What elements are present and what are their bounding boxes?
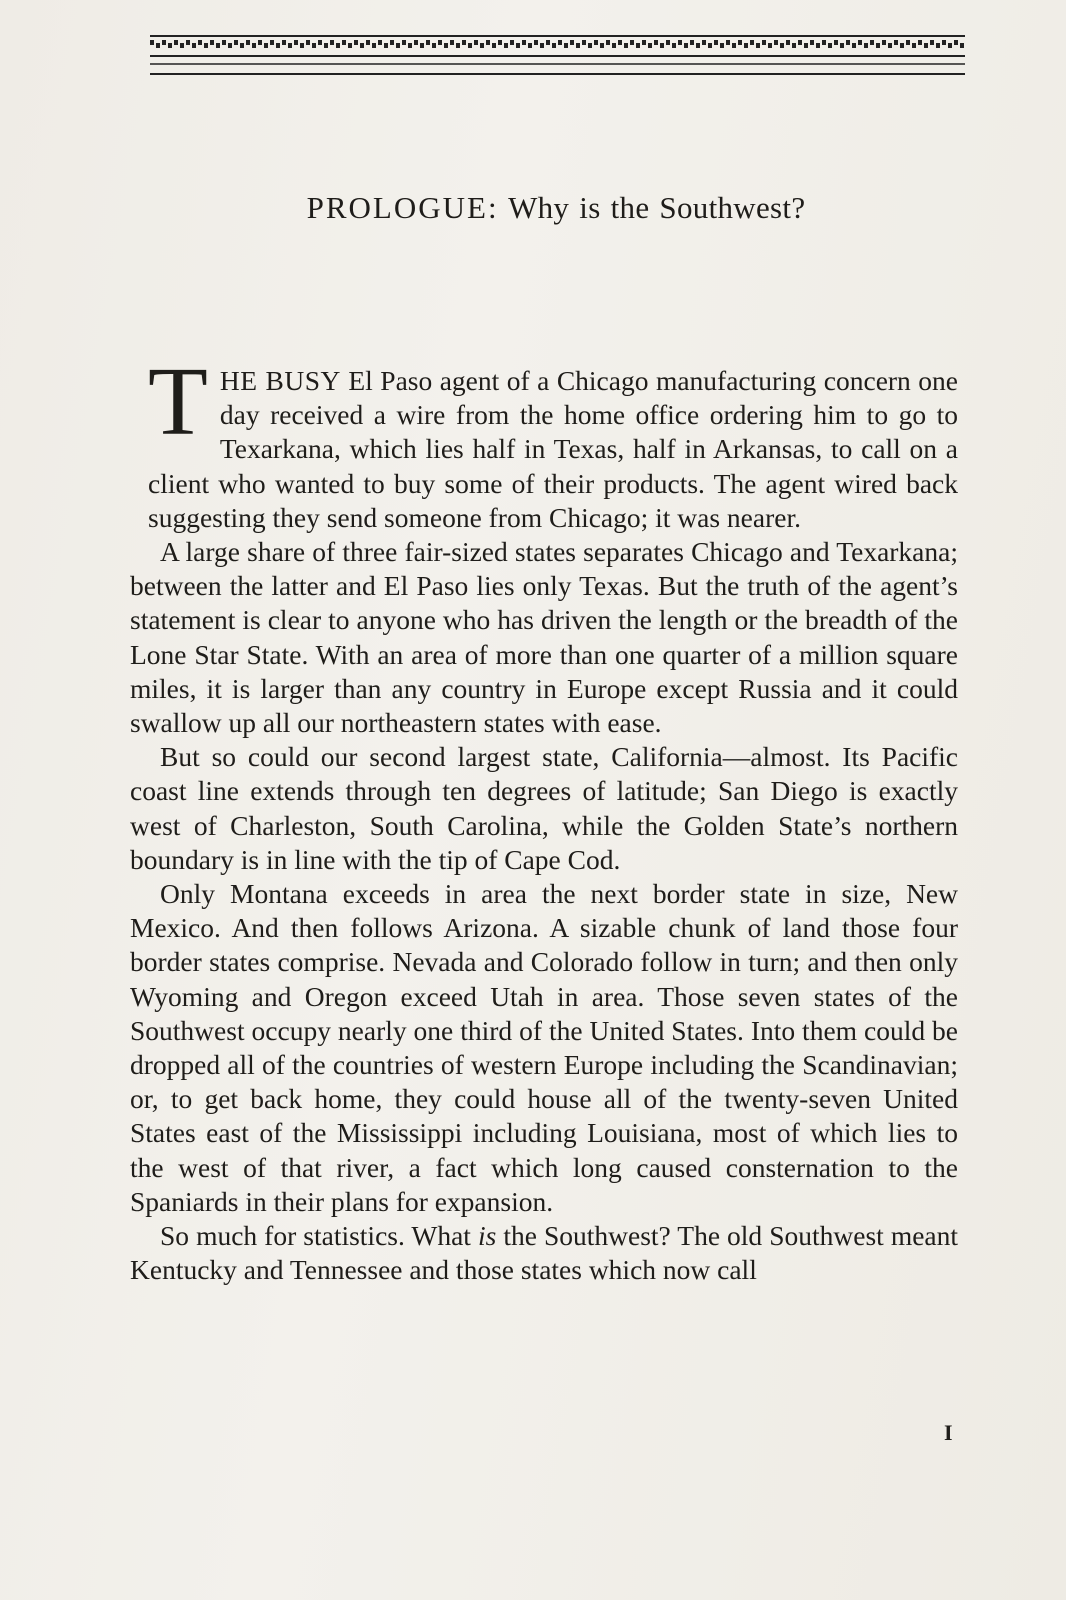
paragraph-5-emphasis: is: [477, 1220, 497, 1252]
paragraph-2: A large share of three fair-sized states separates Chicago and Texarkana; between the latter and El Paso lies only Texas. But the truth of the agent’s statement is clear to anyone who has driven the length or the breadth of the Lone Star State. With an area of more than one quarter of a million square miles, it is larger than any country in Europe except Russia and it could swallow up all our northeastern states with ease.: [130, 536, 958, 739]
body-text: [130, 348, 959, 1287]
chapter-title: [0, 190, 1066, 226]
chapter-title-lead: PROLOGUE:: [306, 190, 499, 225]
chapter-title-text: Why is the Southwest?: [508, 190, 806, 225]
paragraph-5-after: the Southwest? The old Southwest meant Kentucky and Tennessee and those states which now call: [130, 1220, 959, 1286]
drop-cap: T: [148, 348, 208, 456]
paragraph-4: Only Montana exceeds in area the next border state in size, New Mexico. And then follows Arizona. A sizable chunk of land those four border states comprise. Nevada and Colorado follow in turn; and then only Wyoming and Oregon exceed Utah in area. Those seven states of the Southwest occupy nearly one third of the United States. Into them could be dropped all of the countries of western Europe including the Scandinavian; or, to get back home, they could house all of the twenty-seven United States east of the Mississippi including Louisiana, most of which lies to the west of that river, a fact which long caused consternation to the Spaniards in their plans for expansion.: [130, 878, 958, 1217]
paragraph-5-before: So much for statistics. What: [160, 1220, 478, 1252]
header-ornament: [150, 34, 965, 78]
paragraph-1-text: El Paso agent of a Chicago manufacturing concern one day received a wire from the home office ordering him to go to Texarkana, which lies half in Texas, half in Arkansas, to call on a client who wanted to buy some of their products. The agent wired back suggesting they send someone from Chicago; it was nearer.: [148, 365, 958, 533]
paragraph-1: [130, 348, 958, 535]
paragraph-5: [130, 1219, 958, 1287]
page-number: I: [944, 1420, 953, 1445]
opening-small-caps: HE BUSY: [219, 365, 341, 396]
paragraph-3: But so could our second largest state, California—almost. Its Pacific coast line extends through ten degrees of latitude; San Diego is exactly west of Charleston, South Carolina, while the Golden State’s northern boundary is in line with the tip of Cape Cod.: [130, 741, 958, 875]
